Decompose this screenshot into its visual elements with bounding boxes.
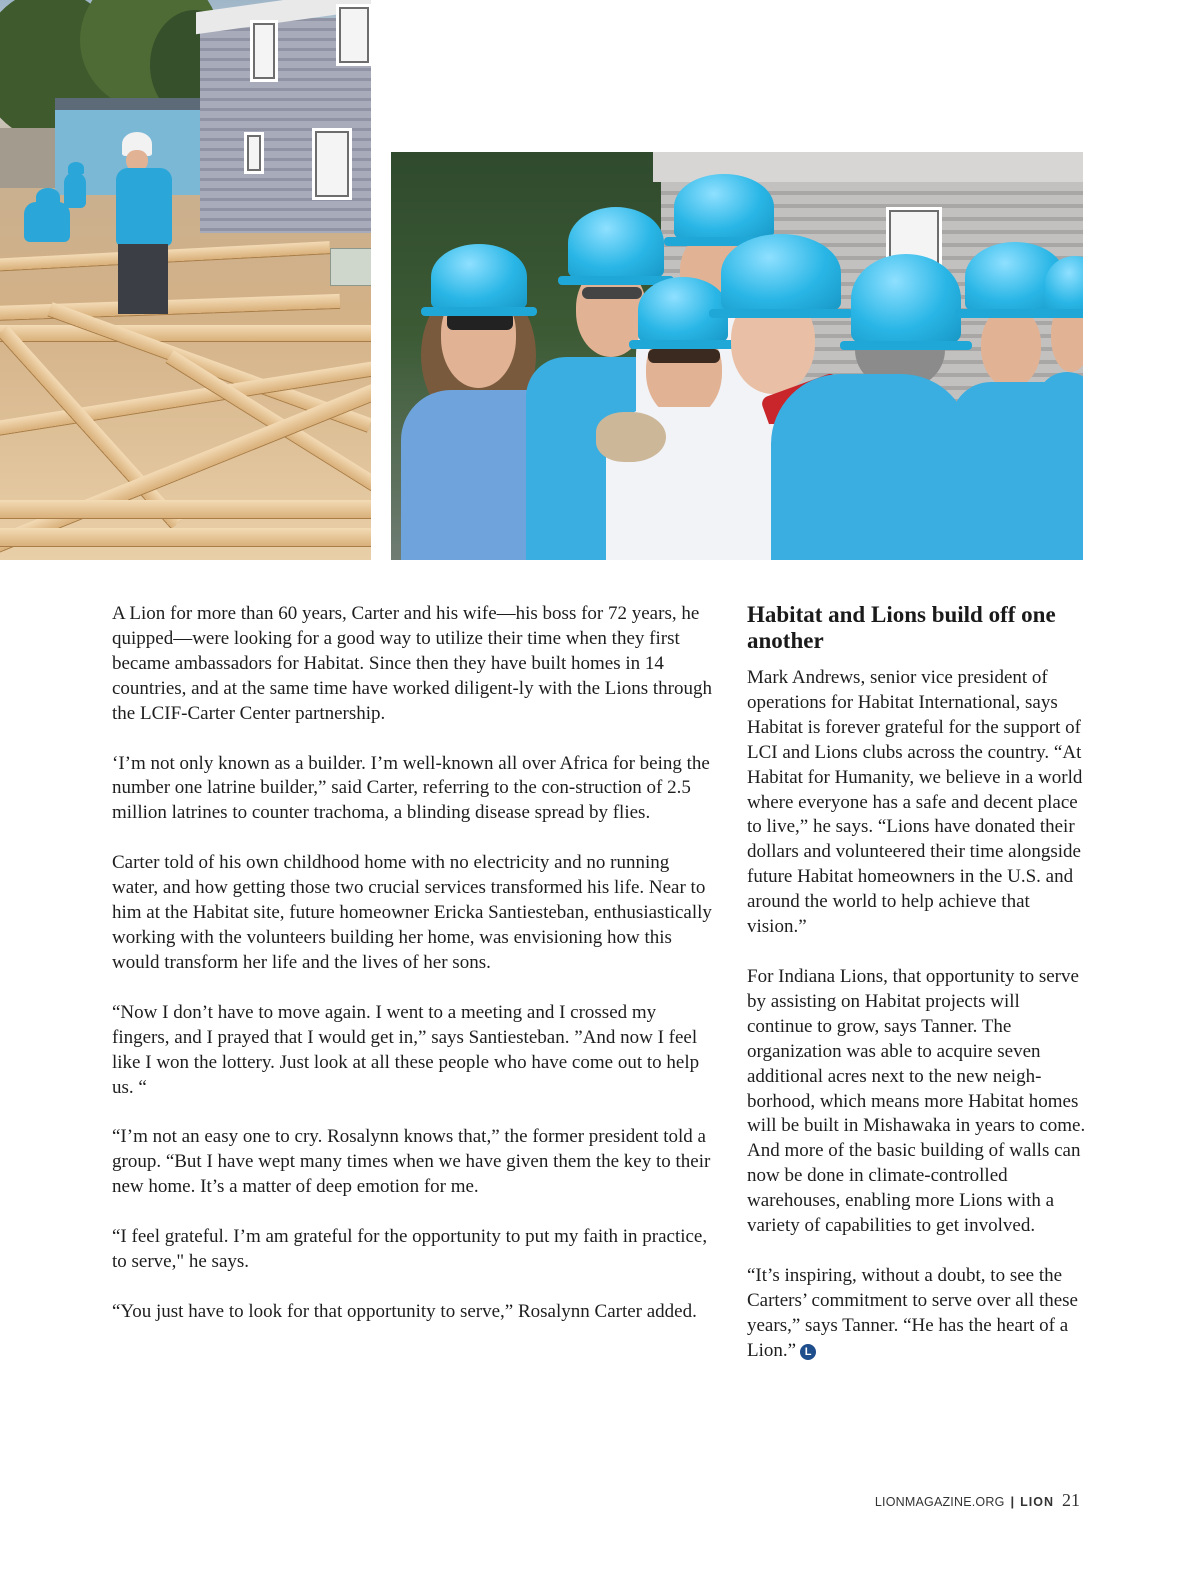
footer-magazine-name: LION — [1020, 1495, 1054, 1509]
footer-site-link[interactable]: LIONMAGAZINE.ORG — [874, 1495, 1005, 1509]
sidebar-column — [747, 602, 1087, 1389]
page-number: 21 — [1062, 1490, 1080, 1510]
article-left-column — [112, 602, 712, 1350]
paragraph: A Lion for more than 60 years, Carter and his wife—his boss for 72 years, he quipped—were looking for a good way to utilize their time when they first became ambassadors for Habitat. Since then they have built homes in 14 countries, and at the same time have worked diligent-ly with the Lions through the LCIF-Carter Center partnership. — [112, 603, 712, 724]
paragraph: “Now I don’t have to move again. I went to a meeting and I crossed my fingers, and I prayed that I would get in,” says Santiesteban. ”And now I feel like I won the lottery. Just look at all these people who have come out to help us. “ — [112, 1001, 700, 1098]
page-footer — [875, 1490, 1080, 1511]
paragraph: Carter told of his own childhood home with no electricity and no running water, and how getting those two crucial services transformed his life. Near to him at the Habitat site, future homeowner Ericka Santiesteban, enthusiastically working with the volunteers building her home, was envisioning how this would transform her life and the lives of her sons. — [112, 852, 712, 973]
volunteers-group-photo — [391, 152, 1083, 560]
footer-separator: | — [1010, 1494, 1015, 1509]
paragraph: Mark Andrews, senior vice president of operations for Habitat International, says Habitat is forever grateful for the support of LCI and Lions clubs across the country. “At Habitat for Humanity, we believe in a world where everyone has a safe and decent place to live,” he says. “Lions have donated their dollars and volunteered their time alongside future Habitat homeowners in the U.S. and around the world to help achieve that vision.” — [747, 667, 1083, 938]
paragraph: ‘I’m not only known as a builder. I’m well-known all over Africa for being the number one latrine builder,” said Carter, referring to the con-struction of 2.5 million latrines to counter trachoma, a blinding disease spread by flies. — [112, 752, 710, 824]
sidebar-heading: Habitat and Lions build off one another — [747, 602, 1056, 653]
paragraph: “I’m not an easy one to cry. Rosalynn knows that,” the former president told a group. “But I have wept many times when we have given them the key to their new home. It’s a matter of deep emotion for me. — [112, 1126, 711, 1198]
paragraph — [747, 1264, 1087, 1364]
paragraph: “You just have to look for that opportunity to serve,” Rosalynn Carter added. — [112, 1300, 697, 1322]
paragraph: For Indiana Lions, that opportunity to serve by assisting on Habitat projects will continue to grow, says Tanner. The organization was able to acquire seven additional acres next to the new neigh-borhood, which means more Habitat homes will be built in Mishawaka in years to come. And more of the basic building of walls can now be done in climate-controlled warehouses, enabling more Lions with a variety of capabilities to get involved. — [747, 965, 1086, 1237]
paragraph: “I feel grateful. I’m am grateful for the opportunity to put my faith in practice, to serve," he says. — [112, 1226, 708, 1273]
lion-end-mark-icon: L — [800, 1344, 816, 1360]
paragraph-text: “It’s inspiring, without a doubt, to see the Carters’ commitment to serve over all these years,” says Tanner. “He has the heart of a Lion.” — [747, 1264, 1078, 1361]
construction-site-photo — [0, 0, 371, 560]
